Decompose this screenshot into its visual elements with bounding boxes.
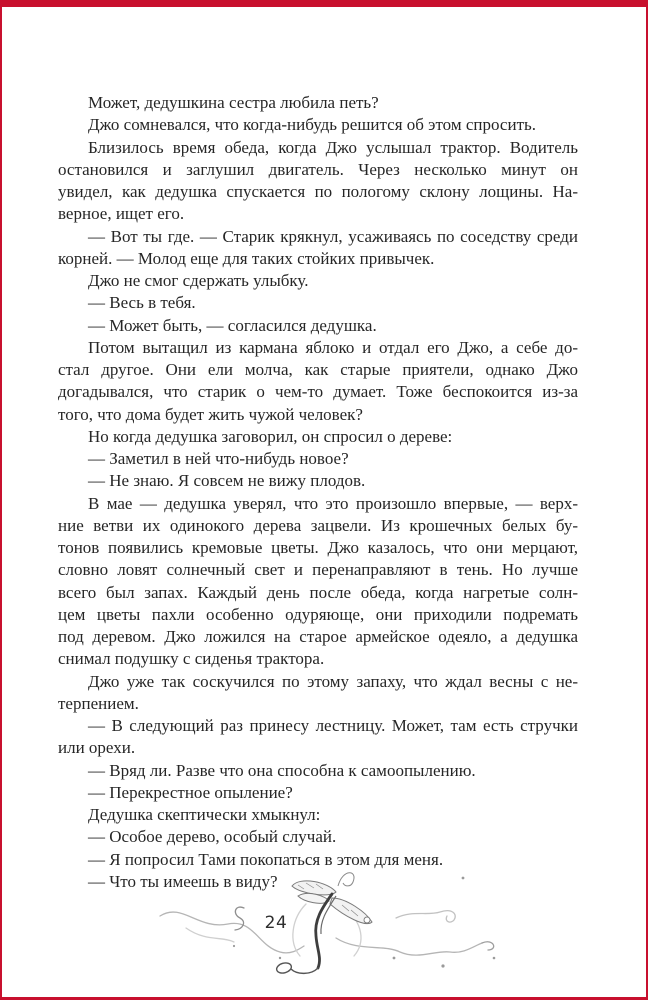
text-line: Близилось время обеда, когда Джо услышал трактор. Водитель bbox=[88, 137, 578, 157]
text-line: всего был запах. Каждый день после обеда, когда нагретые солн- bbox=[58, 582, 578, 602]
text-line: — В следующий раз принесу лестницу. Может, там есть стручки bbox=[88, 716, 578, 735]
text-line: Может, дедушкина сестра любила петь? bbox=[88, 93, 379, 112]
text-line: — Вряд ли. Разве что она способна к самоопылению. bbox=[88, 760, 476, 780]
dragonfly-illustration bbox=[146, 858, 514, 992]
text-line: — Перекрестное опыление? bbox=[88, 782, 293, 802]
text-line: остановился и заглушил двигатель. Через несколько минут он bbox=[58, 159, 578, 179]
text-line: тонов появились кремовые цветы. Джо казалось, что они мерцают, bbox=[58, 538, 578, 557]
text-line: ние ветви их одинокого дерева зацвели. Из крошечных белых бу- bbox=[58, 515, 578, 535]
text-line: под деревом. Джо ложился на старое армейское одеяло, а дедушка bbox=[58, 627, 578, 646]
text-line: догадывался, что старик о чем-то думает. Тоже беспокоится из-за bbox=[58, 382, 578, 402]
text-line: — Вот ты где. — Старик крякнул, усаживаясь по соседству среди bbox=[88, 226, 578, 246]
page-border-left bbox=[0, 0, 2, 1000]
text-column bbox=[58, 92, 578, 893]
text-line: Джо сомневался, что когда-нибудь решится об этом спросить. bbox=[88, 115, 537, 135]
text-line: — Весь в тебя. bbox=[88, 293, 196, 313]
text-line: Потом вытащил из кармана яблоко и отдал его Джо, а себе до- bbox=[88, 337, 578, 357]
text-line: Джо не смог сдержать улыбку. bbox=[88, 271, 309, 290]
text-line: Джо уже так соскучился по этому запаху, что ждал весны с не- bbox=[88, 671, 578, 691]
text-line: снимал подушку с сиденья трактора. bbox=[58, 649, 325, 669]
text-line: словно ловят солнечный свет и перенаправляют в тень. Но лучше bbox=[58, 560, 578, 580]
text-line: — Может быть, — согласился дедушка. bbox=[88, 315, 377, 335]
text-line: корней. — Молод еще для таких стойких привычек. bbox=[58, 248, 435, 268]
text-line: — Что ты имеешь в виду? bbox=[88, 871, 278, 891]
text-line: — Особое дерево, особый случай. bbox=[88, 827, 337, 847]
text-line: В мае — дедушка уверял, что это произошло впервые, — верх- bbox=[88, 493, 578, 513]
text-line: верное, ищет его. bbox=[58, 204, 185, 224]
text-line: или орехи. bbox=[58, 738, 136, 758]
text-line: стал другое. Они ели молча, как старые приятели, однако Джо bbox=[58, 360, 578, 379]
text-line: того, что дома будет жить чужой человек? bbox=[58, 404, 363, 424]
text-line: терпением. bbox=[58, 693, 139, 713]
text-line: Но когда дедушка заговорил, он спросил о дереве: bbox=[88, 426, 453, 446]
text-line: — Заметил в ней что-нибудь новое? bbox=[88, 449, 349, 468]
text-line: увидел, как дедушка спускается по пологому склону лощины. На- bbox=[58, 182, 578, 201]
text-line: — Я попросил Тами покопаться в этом для меня. bbox=[88, 849, 444, 869]
text-line: — Не знаю. Я совсем не вижу плодов. bbox=[88, 471, 366, 491]
page-number: 24 bbox=[264, 913, 288, 933]
text-line: цем цветы пахли особенно одуряюще, они приходили подремать bbox=[58, 604, 578, 624]
page-border-top bbox=[0, 0, 648, 7]
text-line: Дедушка скептически хмыкнул: bbox=[88, 805, 321, 824]
